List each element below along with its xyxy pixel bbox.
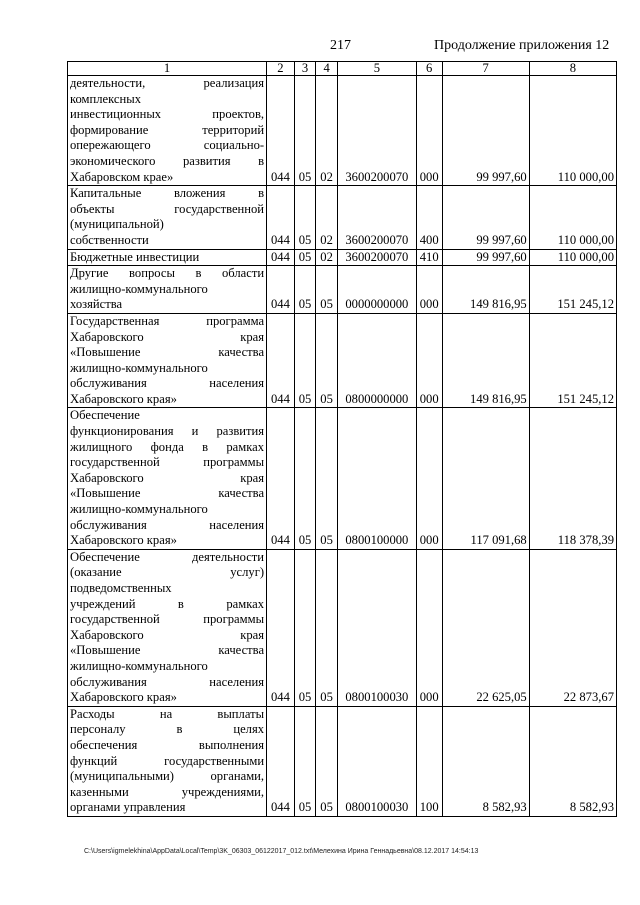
amount-2018: 99 997,60: [442, 249, 529, 266]
table-row: [68, 249, 617, 266]
row-description: [68, 186, 267, 249]
column-header: 4: [316, 62, 338, 76]
description-line: хозяйства: [70, 297, 123, 312]
subsection-code: 02: [316, 249, 338, 266]
amount-2019: 151 245,12: [529, 266, 616, 314]
grbs-code: 044: [267, 76, 295, 186]
column-header: 1: [68, 62, 267, 76]
subsection-code: 05: [316, 408, 338, 549]
description-line: государственной программы: [70, 612, 265, 627]
column-header: 8: [529, 62, 616, 76]
subsection-code: 02: [316, 186, 338, 249]
continuation-title: Продолжение приложения 12: [434, 38, 610, 53]
target-article-code: 0800000000: [337, 313, 416, 408]
description-line: обеспечения выполнения: [70, 737, 265, 752]
description-line: обслуживания населения: [70, 674, 265, 689]
description-line: жилищного фонда в рамках: [70, 439, 265, 454]
table-row: [68, 408, 617, 549]
column-header: 2: [267, 62, 295, 76]
row-description: [68, 313, 267, 408]
description-line: Обеспечение: [70, 408, 140, 423]
section-code: 05: [294, 186, 316, 249]
description-line: Хабаровского края: [70, 627, 265, 642]
description-line: персоналу в целях: [70, 722, 265, 737]
description-line: обслуживания населения: [70, 376, 265, 391]
section-code: 05: [294, 249, 316, 266]
description-line: Хабаровского края: [70, 329, 265, 344]
subsection-code: 05: [316, 706, 338, 816]
budget-table: [67, 61, 617, 817]
description-line: собственности: [70, 232, 149, 247]
grbs-code: 044: [267, 313, 295, 408]
amount-2018: 117 091,68: [442, 408, 529, 549]
description-line: объекты государственной: [70, 201, 265, 216]
file-path-footer: C:\Users\igmelekhina\AppData\Local\Temp\3K_06303_06122017_012.txt\Мелехина Ирина Геннадьевна\08.12.2017 14:54:13: [84, 848, 479, 855]
grbs-code: 044: [267, 249, 295, 266]
amount-2018: 22 625,05: [442, 549, 529, 706]
description-line: государственной программы: [70, 455, 265, 470]
description-line: Хабаровского края»: [70, 391, 177, 406]
row-description: [68, 249, 267, 266]
amount-2019: 22 873,67: [529, 549, 616, 706]
grbs-code: 044: [267, 549, 295, 706]
section-code: 05: [294, 266, 316, 314]
description-line: жилищно-коммунального: [70, 658, 208, 673]
description-line: экономического развития в: [70, 153, 265, 168]
expense-type-code: 000: [416, 313, 442, 408]
amount-2019: 118 378,39: [529, 408, 616, 549]
description-line: жилищно-коммунального: [70, 502, 208, 517]
description-line: комплексных: [70, 91, 142, 106]
description-line: функционирования и развития: [70, 424, 265, 439]
section-code: 05: [294, 408, 316, 549]
grbs-code: 044: [267, 186, 295, 249]
amount-2019: 110 000,00: [529, 76, 616, 186]
description-line: Хабаровского края»: [70, 533, 177, 548]
column-header-row: [68, 62, 617, 76]
section-code: 05: [294, 706, 316, 816]
description-line: обслуживания населения: [70, 517, 265, 532]
subsection-code: 02: [316, 76, 338, 186]
table-body: [68, 76, 617, 817]
table-row: [68, 266, 617, 314]
description-line: учреждений в рамках: [70, 596, 265, 611]
description-line: казенными учреждениями,: [70, 784, 265, 799]
row-description: [68, 266, 267, 314]
description-line: жилищно-коммунального: [70, 360, 208, 375]
grbs-code: 044: [267, 706, 295, 816]
section-code: 05: [294, 549, 316, 706]
description-line: «Повышение качества: [70, 345, 265, 360]
description-line: Хабаровском крае»: [70, 169, 174, 184]
column-header: 6: [416, 62, 442, 76]
expense-type-code: 410: [416, 249, 442, 266]
table-row: [68, 186, 617, 249]
description-line: функций государственными: [70, 753, 265, 768]
description-line: органами управления: [70, 800, 186, 815]
description-line: Обеспечение деятельности: [70, 549, 265, 564]
column-header: 5: [337, 62, 416, 76]
description-line: Другие вопросы в области: [70, 266, 265, 281]
target-article-code: 3600200070: [337, 249, 416, 266]
subsection-code: 05: [316, 266, 338, 314]
amount-2018: 99 997,60: [442, 186, 529, 249]
description-line: Капитальные вложения в: [70, 186, 265, 201]
expense-type-code: 000: [416, 76, 442, 186]
row-description: [68, 408, 267, 549]
section-code: 05: [294, 76, 316, 186]
page-number: 217: [330, 38, 351, 53]
amount-2019: 8 582,93: [529, 706, 616, 816]
description-line: инвестиционных проектов,: [70, 107, 265, 122]
amount-2019: 151 245,12: [529, 313, 616, 408]
description-line: Бюджетные инвестиции: [70, 249, 200, 264]
description-line: деятельности, реализация: [70, 76, 265, 90]
description-line: «Повышение качества: [70, 643, 265, 658]
amount-2019: 110 000,00: [529, 249, 616, 266]
target-article-code: 3600200070: [337, 186, 416, 249]
row-description: [68, 549, 267, 706]
column-header: 7: [442, 62, 529, 76]
description-line: подведомственных: [70, 581, 172, 595]
target-article-code: 0800100030: [337, 706, 416, 816]
description-line: «Повышение качества: [70, 486, 265, 501]
amount-2019: 110 000,00: [529, 186, 616, 249]
amount-2018: 8 582,93: [442, 706, 529, 816]
target-article-code: 3600200070: [337, 76, 416, 186]
subsection-code: 05: [316, 549, 338, 706]
table-row: [68, 313, 617, 408]
expense-type-code: 000: [416, 266, 442, 314]
target-article-code: 0000000000: [337, 266, 416, 314]
description-line: (муниципальными) органами,: [70, 769, 265, 784]
subsection-code: 05: [316, 313, 338, 408]
expense-type-code: 100: [416, 706, 442, 816]
expense-type-code: 000: [416, 408, 442, 549]
description-line: жилищно-коммунального: [70, 281, 208, 296]
table-row: [68, 549, 617, 706]
description-line: (муниципальной): [70, 217, 164, 232]
expense-type-code: 400: [416, 186, 442, 249]
row-description: [68, 706, 267, 816]
description-line: Хабаровского края»: [70, 690, 177, 705]
description-line: формирование территорий: [70, 122, 265, 137]
column-header: 3: [294, 62, 316, 76]
amount-2018: 99 997,60: [442, 76, 529, 186]
section-code: 05: [294, 313, 316, 408]
row-description: [68, 76, 267, 186]
grbs-code: 044: [267, 408, 295, 549]
amount-2018: 149 816,95: [442, 313, 529, 408]
table-row: [68, 706, 617, 816]
description-line: опережающего социально-: [70, 138, 265, 153]
description-line: Хабаровского края: [70, 470, 265, 485]
amount-2018: 149 816,95: [442, 266, 529, 314]
table-row: [68, 76, 617, 186]
target-article-code: 0800100030: [337, 549, 416, 706]
grbs-code: 044: [267, 266, 295, 314]
description-line: Расходы на выплаты: [70, 706, 265, 721]
description-line: Государственная программа: [70, 313, 265, 328]
description-line: (оказание услуг): [70, 565, 265, 580]
expense-type-code: 000: [416, 549, 442, 706]
target-article-code: 0800100000: [337, 408, 416, 549]
